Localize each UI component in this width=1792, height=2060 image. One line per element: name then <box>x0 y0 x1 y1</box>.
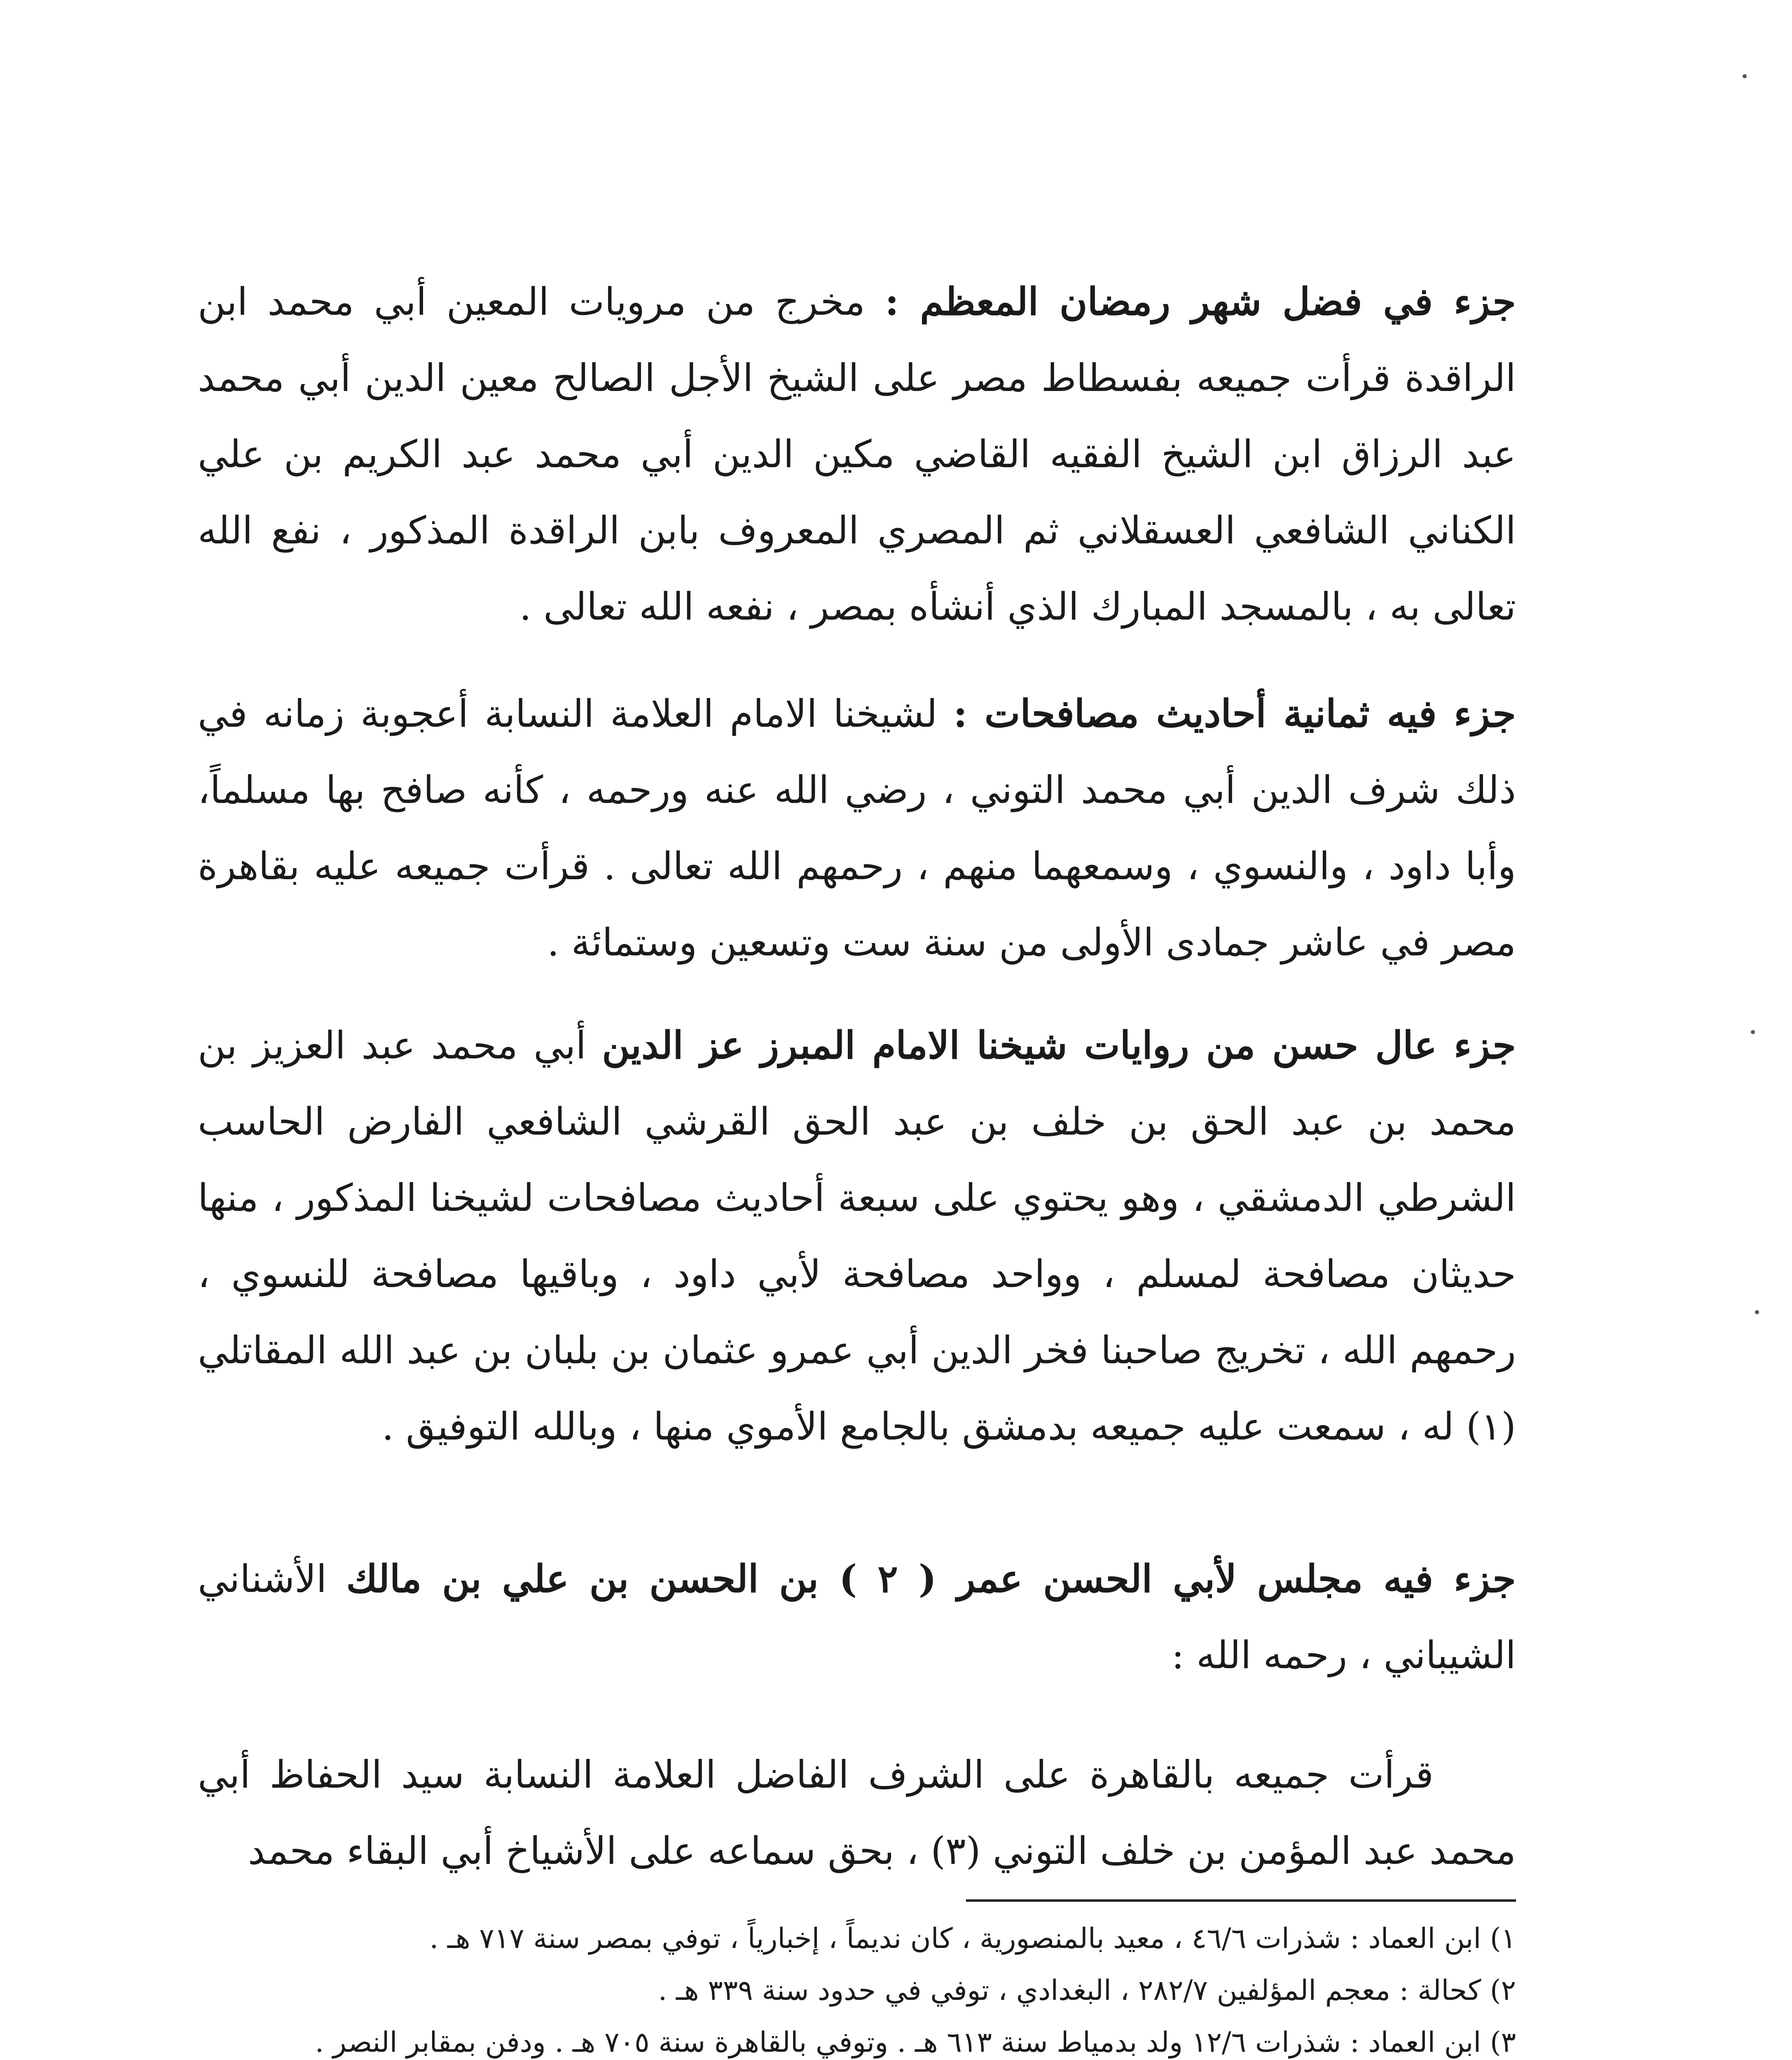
entry-body: الأشناني الشيباني ، رحمه الله : <box>198 1557 1516 1677</box>
footnote-separator <box>966 1899 1516 1902</box>
entry-body: قرأت جميعه بالقاهرة على الشرف الفاضل العلامة النسابة سيد الحفاظ أبي محمد عبد المؤمن بن خلف التوني (٣) ، بحق سماعه على الأشياخ أبي البقاء محمد <box>198 1753 1516 1873</box>
scan-speck <box>1751 1030 1755 1034</box>
entry-eight-hadiths <box>198 676 1516 981</box>
footnote-3: ٣) ابن العماد : شذرات ١٢/٦ ولد بدمياط سنة ٦١٣ هـ . وتوفي بالقاهرة سنة ٧٠٥ هـ . ودفن بمقابر النصر . <box>315 2026 1516 2059</box>
entry-heading: جزء في فضل شهر رمضان المعظم : <box>885 279 1516 324</box>
scan-speck <box>1755 1310 1759 1314</box>
footnotes <box>198 1916 1516 2060</box>
scan-speck <box>1743 74 1747 78</box>
entry-heading: جزء عال حسن من روايات شيخنا الامام المبرز عز الدين <box>602 1023 1516 1067</box>
entry-body: أبي محمد عبد العزيز بن محمد بن عبد الحق بن خلف بن عبد الحق القرشي الشافعي الفارض الحاسب الشرطي الدمشقي ، وهو يحتوي على سبعة أحاديث مصافحات لشيخنا المذكور ، منها حديثان مصافحة لمسلم ، وواحد مصافحة لأبي داود ، وباقيها مصافحة للنسوي ، رحمهم الله ، تخريج صاحبنا فخر الدين أبي عمرو عثمان بن بلبان بن عبد الله المقاتلي (١) له ، سمعت عليه جميعه بدمشق بالجامع الأموي منها ، وبالله التوفيق . <box>198 1023 1516 1449</box>
entry-ramadan <box>198 264 1516 645</box>
entry-reading-cairo <box>198 1737 1516 1889</box>
entry-body: مخرج من مرويات المعين أبي محمد ابن الراقدة قرأت جميعه بفسطاط مصر على الشيخ الأجل الصالح معين الدين أبي محمد عبد الرزاق ابن الشيخ الفقيه القاضي مكين الدين أبي محمد عبد الكريم بن علي الكناني الشافعي العسقلاني ثم المصري المعروف بابن الراقدة المذكور ، نفع الله تعالى به ، بالمسجد المبارك الذي أنشأه بمصر ، نفعه الله تعالى . <box>198 280 1516 629</box>
entry-heading: جزء فيه ثمانية أحاديث مصافحات : <box>953 691 1516 736</box>
footnote-1: ١) ابن العماد : شذرات ٤٦/٦ ، معيد بالمنصورية ، كان نديماً ، إخبارياً ، توفي بمصر سنة ٧١٧ هـ . <box>429 1922 1516 1955</box>
entry-body: لشيخنا الامام العلامة النسابة أعجوبة زمانه في ذلك شرف الدين أبي محمد التوني ، رضي الله عنه ورحمه ، كأنه صافح بها مسلماً، وأبا داود ، والنسوي ، وسمعهما منهم ، رحمهم الله تعالى . قرأت جميعه عليه بقاهرة مصر في عاشر جمادى الأولى من سنة ست وتسعين وستمائة . <box>198 692 1516 964</box>
footnote-2: ٢) كحالة : معجم المؤلفين ٢٨٢/٧ ، البغدادي ، توفي في حدود سنة ٣٣٩ هـ . <box>658 1974 1516 2007</box>
entry-majlis <box>198 1541 1516 1693</box>
entry-izz-al-din <box>198 1007 1516 1465</box>
entry-heading: جزء فيه مجلس لأبي الحسن عمر ( ٢ ) بن الحسن بن علي بن مالك <box>346 1557 1516 1601</box>
